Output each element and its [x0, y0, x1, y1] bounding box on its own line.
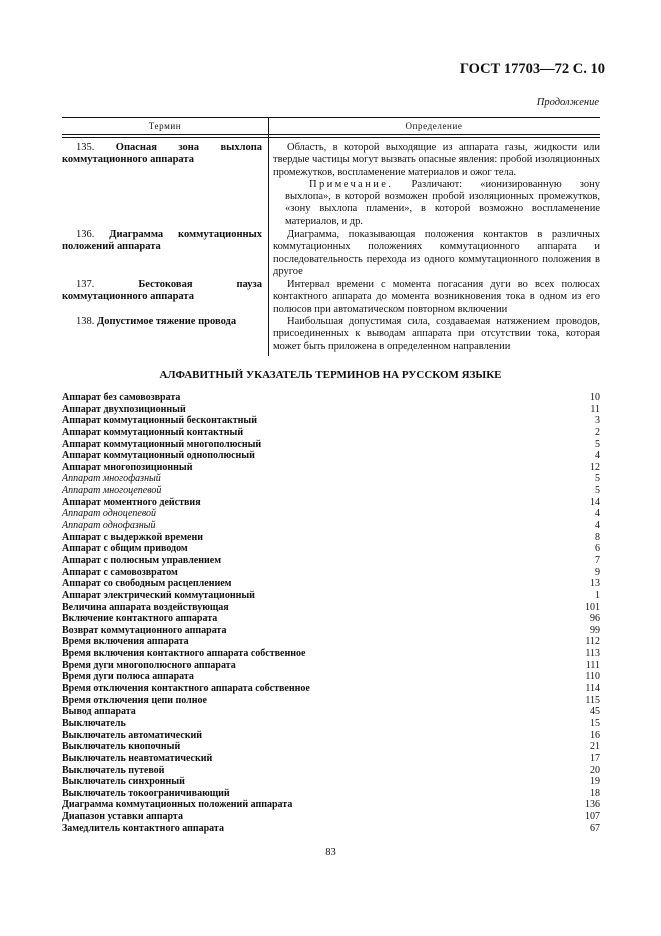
index-term: Аппарат с самовозвратом	[62, 566, 178, 578]
index-entry	[62, 520, 600, 532]
table-row-term: 137. Бестоковая пауза коммутационного аппарата	[62, 279, 262, 303]
index-ref: 111	[585, 659, 600, 671]
column-header-term: Термин	[148, 121, 182, 131]
index-ref: 15	[590, 717, 600, 729]
index-term: Выключатель автоматический	[62, 729, 203, 741]
index-entry	[62, 718, 600, 730]
index-ref: 5	[595, 473, 600, 485]
index-entry	[62, 450, 600, 462]
index-term: Величина аппарата воздействующая	[62, 601, 229, 613]
index-ref: 17	[590, 752, 600, 764]
index-entry	[62, 578, 600, 590]
index-term: Выключатель неавтоматический	[62, 752, 213, 764]
index-entry	[62, 439, 600, 451]
index-entry	[62, 508, 600, 520]
index-term: Вывод аппарата	[62, 706, 136, 718]
index-entry	[62, 741, 600, 753]
index-term: Аппарат одноцепевой	[62, 508, 157, 520]
index-term: Аппарат с выдержкой времени	[62, 531, 203, 543]
table-row-term: 136. Диаграмма коммутационных положений аппарата	[62, 229, 262, 253]
index-entry	[62, 473, 600, 485]
index-ref: 4	[595, 520, 600, 532]
index-term: Аппарат коммутационный однополюсный	[62, 450, 255, 462]
index-entry	[62, 392, 600, 404]
index-ref: 114	[585, 683, 600, 695]
index-ref: 96	[590, 613, 600, 625]
index-ref: 11	[590, 403, 600, 415]
index-ref: 19	[590, 776, 600, 788]
index-entry	[62, 765, 600, 777]
index-ref: 21	[590, 741, 600, 753]
index-term: Диаграмма коммутационных положений аппарата	[62, 799, 293, 811]
index-entry	[62, 636, 600, 648]
index-entry	[62, 590, 600, 602]
index-term: Аппарат моментного действия	[62, 496, 201, 508]
table-row-definition: Диаграмма, показывающая положения контактов в различных коммутационных положениях коммутационного аппарата и последовательность перехода из одного коммутационного положения в другое	[273, 229, 600, 277]
index-term: Выключатель	[62, 717, 126, 729]
index-ref: 99	[590, 624, 600, 636]
index-term: Включение контактного аппарата	[62, 613, 218, 625]
index-ref: 107	[585, 811, 600, 823]
index-term: Замедлитель контактного аппарата	[62, 822, 224, 834]
index-entry	[62, 567, 600, 579]
table-header-rule-2	[62, 137, 600, 138]
table-header-rule	[62, 134, 600, 135]
index-ref: 16	[590, 729, 600, 741]
index-term: Время дуги многополюсного аппарата	[62, 659, 236, 671]
index-ref: 112	[585, 636, 600, 648]
index-ref: 5	[595, 485, 600, 497]
table-row-definition: Область, в которой выходящие из аппарата газы, жидкости или твердые частицы могут вызвать опасные явления: пробой изоляционных промежутков, воспламенение материалов и ожог тела. Примечание. Различают: «ионизированную зону выхлопа», в которой возможен пробой изоляционных промежутков, «зону выхлопа пламени», в которой возможно воспламенение материалов, и др.	[273, 142, 600, 227]
index-entry	[62, 695, 600, 707]
continuation-label: Продолжение	[536, 97, 599, 108]
index-entry	[62, 497, 600, 509]
index-entry	[62, 648, 600, 660]
index-ref: 7	[595, 554, 600, 566]
index-entry	[62, 660, 600, 672]
index-term: Аппарат многофазный	[62, 473, 161, 485]
index-term: Аппарат с полюсным управлением	[62, 554, 222, 566]
index-entry	[62, 485, 600, 497]
index-ref: 45	[590, 706, 600, 718]
column-divider	[268, 117, 269, 356]
index-entry	[62, 683, 600, 695]
index-ref: 18	[590, 787, 600, 799]
index-ref: 1	[595, 589, 600, 601]
index-entry	[62, 462, 600, 474]
note: Примечание. Различают: «ионизированную зону выхлопа», в которой возможен пробой изоляционных промежутков, «зону выхлопа пламени», в которой возможно воспламенение материалов, и др.	[285, 178, 600, 227]
index-entry	[62, 555, 600, 567]
index-term: Аппарат коммутационный бесконтактный	[62, 415, 257, 427]
index-term: Время отключения цепи полное	[62, 694, 207, 706]
index-term: Аппарат многопозиционный	[62, 461, 193, 473]
index-term: Аппарат без самовозврата	[62, 392, 181, 403]
document-header: ГОСТ 17703—72 С. 10	[459, 61, 605, 77]
index-entry	[62, 671, 600, 683]
table-row-definition: Интервал времени с момента погасания дуги во всех полюсах контактного аппарата до момента возникновения тока в одном из его полюсов при автоматическом повторном включении	[273, 279, 600, 315]
page-number: 83	[325, 847, 336, 858]
index-entry	[62, 753, 600, 765]
index-term: Аппарат коммутационный контактный	[62, 426, 244, 438]
index-ref: 4	[595, 450, 600, 462]
index-term: Аппарат многоцепевой	[62, 485, 162, 497]
index-ref: 13	[590, 578, 600, 590]
index-entry	[62, 811, 600, 823]
index-entry	[62, 730, 600, 742]
index-title: АЛФАВИТНЫЙ УКАЗАТЕЛЬ ТЕРМИНОВ НА РУССКОМ ЯЗЫКЕ	[159, 369, 502, 381]
table-row-term: 135. Опасная зона выхлопа коммутационного аппарата	[62, 142, 263, 166]
index-term: Аппарат с общим приводом	[62, 543, 188, 555]
table-row-definition: Наибольшая допустимая сила, создаваемая натяжением проводов, присоединенных к выводам аппарата при отсутствии тока, которая может быть приложена в определенном направлении	[273, 316, 600, 352]
index-term: Время отключения контактного аппарата собственное	[62, 683, 310, 695]
index-ref: 110	[585, 671, 600, 683]
index-term: Выключатель синхронный	[62, 776, 185, 788]
index-ref: 3	[595, 415, 600, 427]
index-ref: 101	[585, 601, 600, 613]
index-ref: 115	[585, 694, 600, 706]
index-ref: 113	[585, 648, 600, 660]
index-entry	[62, 404, 600, 416]
alphabetical-index	[62, 392, 600, 834]
index-entry	[62, 799, 600, 811]
index-ref: 67	[590, 822, 600, 834]
table-row-term: 138. Допустимое тяжение провода	[76, 316, 237, 327]
index-entry	[62, 613, 600, 625]
index-entry	[62, 602, 600, 614]
column-header-definition: Определение	[405, 121, 463, 131]
index-term: Возврат коммутационного аппарата	[62, 624, 227, 636]
index-entry	[62, 543, 600, 555]
index-ref: 20	[590, 764, 600, 776]
index-term: Время дуги полюса аппарата	[62, 671, 194, 683]
terms-table	[62, 117, 600, 356]
index-ref: 8	[595, 531, 600, 543]
index-ref: 9	[595, 566, 600, 578]
index-entry	[62, 625, 600, 637]
index-term: Аппарат со свободным расцеплением	[62, 578, 232, 590]
index-ref: 14	[590, 496, 600, 508]
index-ref: 2	[595, 426, 600, 438]
index-ref: 136	[585, 799, 600, 811]
index-entry	[62, 706, 600, 718]
index-ref: 5	[595, 438, 600, 450]
index-entry	[62, 532, 600, 544]
index-term: Аппарат двухпозиционный	[62, 403, 186, 415]
index-entry	[62, 415, 600, 427]
index-entry	[62, 776, 600, 788]
index-term: Аппарат электрический коммутационный	[62, 589, 255, 601]
index-ref: 6	[595, 543, 600, 555]
index-ref: 12	[590, 461, 600, 473]
index-term: Диапазон уставки аппарта	[62, 811, 183, 823]
index-term: Время включения аппарата	[62, 636, 189, 648]
index-term: Выключатель путевой	[62, 764, 165, 776]
index-term: Выключатель токоограничивающий	[62, 787, 230, 799]
index-entry	[62, 823, 600, 835]
index-term: Аппарат коммутационный многополюсный	[62, 438, 262, 450]
table-top-rule	[62, 117, 600, 118]
index-term: Время включения контактного аппарата собственное	[62, 648, 306, 660]
index-entry	[62, 427, 600, 439]
index-ref: 10	[590, 392, 600, 403]
index-ref: 4	[595, 508, 600, 520]
index-term: Выключатель кнопочный	[62, 741, 181, 753]
index-term: Аппарат однофазный	[62, 520, 156, 532]
index-entry	[62, 788, 600, 800]
